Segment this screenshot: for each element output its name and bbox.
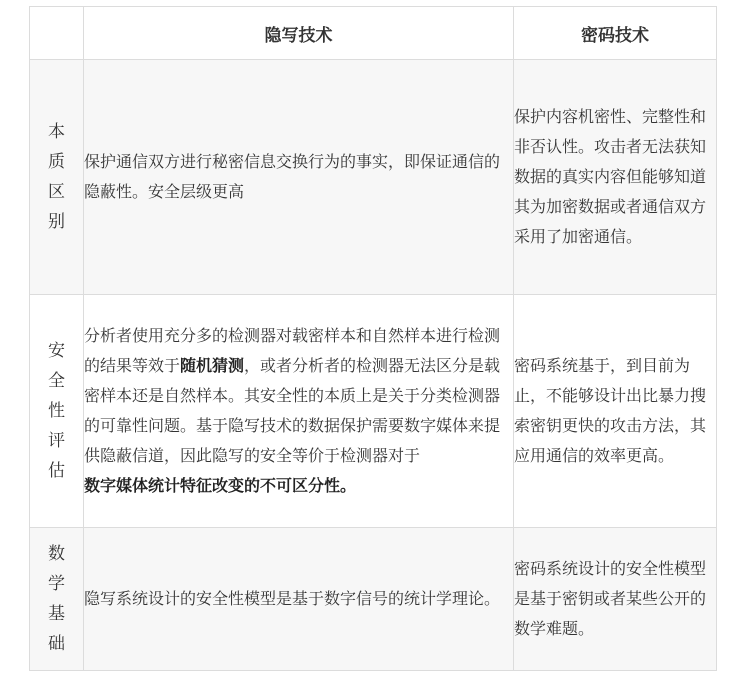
cell-crypto-math: 密码系统设计的安全性模型是基于密钥或者某些公开的数学难题。	[514, 528, 717, 671]
row-label-essential-difference: 本 质 区 别	[30, 60, 84, 295]
cell-crypto-difference: 保护内容机密性、完整性和非否认性。攻击者无法获知数据的真实内容但能够知道其为加密数据或者通信双方采用了加密通信。	[514, 60, 717, 295]
row-label-security-evaluation: 安 全 性 评 估	[30, 295, 84, 528]
comparison-table	[29, 6, 717, 671]
cell-stego-security: 分析者使用充分多的检测器对载密样本和自然样本进行检测的结果等效于随机猜测，或者分析者的检测器无法区分是载密样本还是自然样本。其安全性的本质上是关于分类检测器的可靠性问题。基于隐写技术的数据保护需要数字媒体来提供隐蔽信道，因此隐写的安全等价于检测器对于 数字媒体统计特征改变的不可区分性。	[84, 295, 514, 528]
row-label-math-foundation: 数 学 基 础	[30, 528, 84, 671]
table-row	[30, 60, 717, 295]
cell-stego-math: 隐写系统设计的安全性模型是基于数字信号的统计学理论。	[84, 528, 514, 671]
header-cryptography: 密码技术	[514, 7, 717, 60]
cell-crypto-security: 密码系统基于，到目前为止，不能够设计出比暴力搜索密钥更快的攻击方法，其应用通信的效率更高。	[514, 295, 717, 528]
header-empty	[30, 7, 84, 60]
cell-stego-difference: 保护通信双方进行秘密信息交换行为的事实，即保证通信的隐蔽性。安全层级更高	[84, 60, 514, 295]
header-row	[30, 7, 717, 60]
table-row	[30, 295, 717, 528]
header-steganography: 隐写技术	[84, 7, 514, 60]
bold-indistinguishability: 数字媒体统计特征改变的不可区分性。	[84, 476, 357, 495]
table-row	[30, 528, 717, 671]
bold-random-guess: 随机猜测	[180, 356, 245, 375]
